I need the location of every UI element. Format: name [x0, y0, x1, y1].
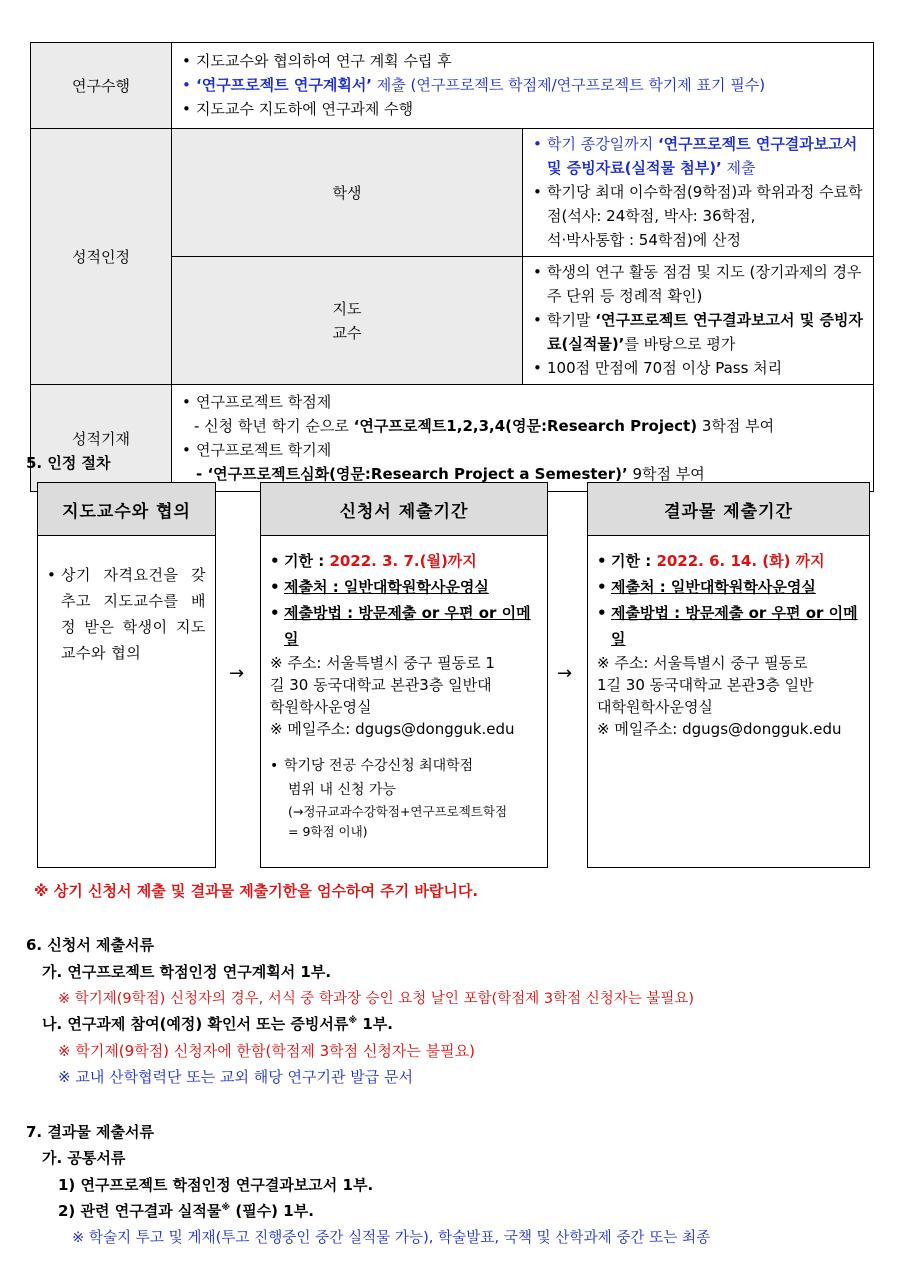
advisor-item-2-pre: 학기말 [547, 311, 596, 329]
section6-title: 6. 신청서 제출서류 [26, 936, 155, 954]
section7-item-2-note: ※ 학술지 투고 및 게재(투고 진행중인 중간 실적물 가능), 학술발표, 국책 및 산학과제 중간 또는 최종 [72, 1229, 711, 1246]
section7-item-2 [58, 1200, 314, 1221]
application-note-line3: (→정규교과수강학점+연구프로젝트학점 [288, 804, 508, 819]
research-plan-rest: 제출 (연구프로젝트 학점제/연구프로젝트 학기제 표기 필수) [372, 76, 766, 94]
application-address-line1: ※ 주소: 서울특별시 중구 필동로 1 [270, 654, 495, 672]
result-address [597, 652, 860, 740]
section6-item-b [42, 1013, 393, 1034]
section7-item-2-sup: ※ [221, 1203, 231, 1213]
cell-record [172, 385, 874, 492]
advisor-item-3: • 100점 만점에 70점 이상 Pass 처리 [531, 356, 865, 380]
section6-item-b-pre: 나. 연구과제 참여(예정) 확인서 또는 증빙서류 [42, 1015, 349, 1033]
application-address-line2: 길 30 동국대학교 본관3층 일반대 [270, 676, 492, 694]
deadline-warning: ※ 상기 신청서 제출 및 결과물 제출기한을 엄수하여 주기 바랍니다. [34, 882, 479, 900]
application-note-detail [270, 802, 538, 842]
record-item-1-sub-bold: ‘연구프로젝트1,2,3,4(영문:Research Project) [353, 416, 698, 435]
student-item-1-post: 제출 [721, 159, 756, 177]
arrow-right-icon: → [229, 663, 245, 684]
arrow-right-icon-2: → [557, 663, 573, 684]
flow-box-consult-title: 지도교수와 협의 [38, 483, 215, 536]
result-deadline-value: 2022. 6. 14. (화) 까지 [656, 552, 825, 570]
record-item-1-sub-post: 3학점 부여 [697, 416, 775, 435]
result-method: • 제출방법 : 방문제출 or 우편 or 이메일 [597, 600, 860, 652]
research-item-1: • 지도교수와 협의하여 연구 계획 수립 후 [180, 49, 865, 73]
flow-box-application-title: 신청서 제출기간 [261, 483, 547, 536]
section6-item-b-note1: ※ 학기제(9학점) 신청자에 한함(학점제 3학점 신청자는 불필요) [58, 1042, 475, 1060]
student-item-1 [531, 132, 865, 180]
flow-box-result-title: 결과물 제출기간 [588, 483, 869, 536]
cell-grade-advisor [523, 257, 874, 385]
result-address-line2: 1길 30 동국대학교 본관3층 일반 [597, 676, 814, 694]
student-item-1-pre: 학기 종강일까지 [547, 135, 658, 153]
row-record [31, 385, 874, 492]
section7-sub-a: 가. 공통서류 [42, 1149, 126, 1167]
result-deadline [597, 548, 860, 574]
application-address [270, 652, 538, 740]
advisor-label-line1: 지도 [332, 299, 362, 318]
application-note-line2: 범위 내 신청 가능 [288, 782, 397, 798]
flow-box-application [260, 482, 548, 868]
result-place: • 제출처 : 일반대학원학사운영실 [597, 574, 860, 600]
result-address-line3: 대학원학사운영실 [597, 698, 713, 716]
application-note-line1: • 학기당 전공 수강신청 최대학점 [284, 758, 474, 774]
student-item-2-line1: 학기당 최대 이수학점(9학점)과 학위과정 수료학점(석사: 24학점, 박사: 36학점, [547, 183, 863, 225]
section6-item-a: 가. 연구프로젝트 학점인정 연구계획서 1부. [42, 963, 332, 981]
row-label-research: 연구수행 [31, 43, 172, 129]
record-item-2-sub-post: 9학점 부여 [627, 464, 705, 483]
requirements-table [30, 42, 874, 492]
research-item-2 [180, 73, 865, 97]
advisor-label-line2: 교수 [332, 323, 362, 342]
flow-box-result [587, 482, 870, 868]
record-item-2: • 연구프로젝트 학기제 [180, 438, 865, 462]
section7-item-2-post: (필수) 1부. [230, 1202, 314, 1220]
flow-box-consult-text: • 상기 자격요건을 갖추고 지도교수를 배정 받은 학생이 지도교수와 협의 [47, 562, 206, 666]
section5-title: 5. 인정 절차 [26, 454, 111, 472]
flow-box-consult [37, 482, 216, 868]
record-item-1-sub-pre: - 신청 학년 학기 순으로 [194, 416, 354, 435]
application-deadline [270, 548, 538, 574]
application-place: • 제출처 : 일반대학원학사운영실 [270, 574, 538, 600]
result-address-line1: ※ 주소: 서울특별시 중구 필동로 [597, 654, 808, 672]
application-note-line4: = 9학점 이내) [288, 824, 368, 839]
section6-item-a-note: ※ 학기제(9학점) 신청자의 경우, 서식 중 학과장 승인 요청 날인 포함(학점제 3학점 신청자는 불필요) [58, 991, 695, 1007]
advisor-item-1: • 학생의 연구 활동 점검 및 지도 (장기과제의 경우 주 단위 등 정례적 확인) [531, 260, 865, 308]
application-note [270, 754, 538, 802]
section6-item-b-note2: ※ 교내 산학협력단 또는 교외 해당 연구기관 발급 문서 [58, 1068, 414, 1086]
record-item-1: • 연구프로젝트 학점제 [180, 390, 865, 414]
section7-item-2-pre: 2) 관련 연구결과 실적물 [58, 1202, 222, 1220]
research-item-3: • 지도교수 지도하에 연구과제 수행 [180, 97, 865, 121]
cell-research [172, 43, 874, 129]
application-email: ※ 메일주소: dgugs@dongguk.edu [270, 720, 515, 738]
application-method: • 제출방법 : 방문제출 or 우편 or 이메일 [270, 600, 538, 652]
section7-item-1: 1) 연구프로젝트 학점인정 연구결과보고서 1부. [58, 1176, 374, 1194]
advisor-item-2 [531, 308, 865, 356]
advisor-item-2-post: 를 바탕으로 평가 [624, 335, 736, 353]
section6-item-b-post: 1부. [357, 1015, 393, 1033]
application-address-line3: 학원학사운영실 [270, 698, 372, 716]
application-deadline-label: 기한 : [284, 552, 330, 570]
row-label-grade: 성적인정 [31, 129, 172, 385]
student-item-2 [531, 180, 865, 252]
application-deadline-value: 2022. 3. 7.(월)까지 [329, 552, 477, 570]
section7-title: 7. 결과물 제출서류 [26, 1123, 155, 1141]
record-item-1-sub [180, 414, 865, 438]
row-label-record: 성적기재 [31, 385, 172, 492]
section6-item-b-sup: ※ [348, 1016, 358, 1026]
sub-label-student: 학생 [172, 129, 523, 257]
cell-grade-student [523, 129, 874, 257]
student-item-1-bold: ‘연구프로젝트 연구결과보고서 및 증빙자료(실적물 첨부)’ [547, 135, 858, 177]
result-email: ※ 메일주소: dgugs@dongguk.edu [597, 720, 842, 738]
research-plan-bold: ‘연구프로젝트 연구계획서’ [196, 76, 373, 94]
advisor-item-2-bold: ‘연구프로젝트 연구결과보고서 및 증빙자료(실적물)’ [547, 311, 863, 353]
record-item-2-sub-bold: - ‘연구프로젝트심화(영문:Research Project a Semester)’ [196, 464, 628, 483]
row-research [31, 43, 874, 129]
sub-label-advisor [172, 257, 523, 385]
student-item-2-line2: 석·박사통합 : 54학점)에 산정 [547, 231, 741, 249]
result-deadline-label: 기한 : [611, 552, 657, 570]
row-grade-student [31, 129, 874, 257]
